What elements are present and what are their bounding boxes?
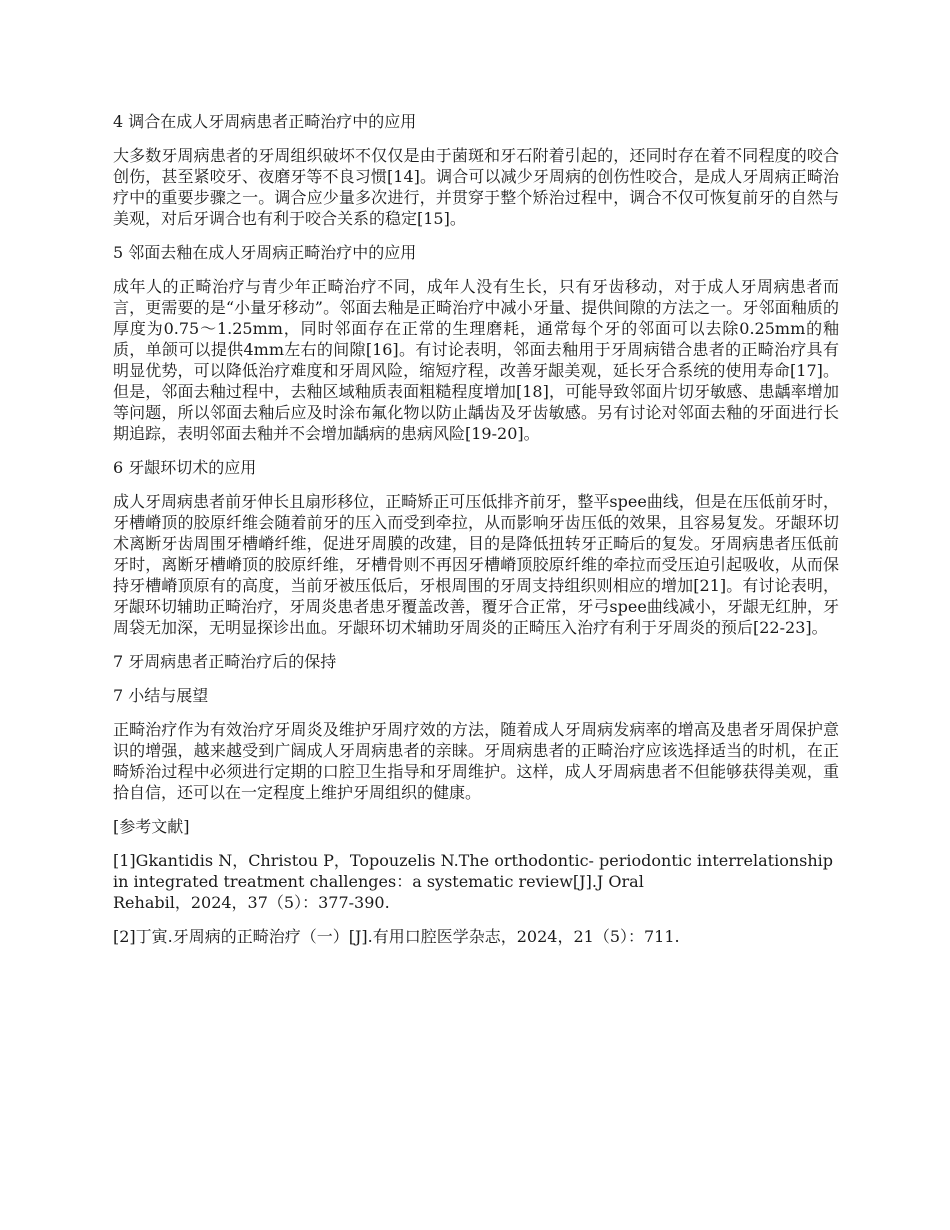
section-5-heading: 5 邻面去釉在成人牙周病正畸治疗中的应用 [113, 243, 417, 262]
section-5-body: 成年人的正畸治疗与青少年正畸治疗不同，成年人没有生长，只有牙齿移动，对于成人牙周病患者而言，更需要的是“小量牙移动”。邻面去釉是正畸治疗中减小牙量、提供间隙的方法之一。牙邻面釉质的厚度为0.75～1.25mm，同时邻面存在正常的生理磨耗，通常每个牙的邻面可以去除0.25mm的釉质，单颌可以提供4mm左右的间隙[16]。有讨论表明，邻面去釉用于牙周病错合患者的正畸治疗具有明显优势，可以降低治疗难度和牙周风险，缩短疗程，改善牙龈美观，延长牙合系统的使用寿命[17]。但是，邻面去釉过程中，去釉区域釉质表面粗糙程度增加[18]，可能导致邻面片切牙敏感、患龋率增加等问题，所以邻面去釉后应及时涂布氟化物以防止龋齿及牙齿敏感。另有讨论对邻面去釉的牙面进行长期追踪，表明邻面去釉并不会增加龋病的患病风险[19-20]。 [113, 277, 839, 443]
section-6-body: 成人牙周病患者前牙伸长且扇形移位，正畸矫正可压低排齐前牙，整平spee曲线，但是在压低前牙时，牙槽嵴顶的胶原纤维会随着前牙的压入而受到牵拉，从而影响牙齿压低的效果，且容易复发。牙龈环切术离断牙齿周围牙槽嵴纤维，促进牙周膜的改建，目的是降低扭转牙正畸后的复发。牙周病患者压低前牙时，离断牙槽嵴顶的胶原纤维，牙槽骨则不再因牙槽嵴顶胶原纤维的牵拉而受压迫引起吸收，从而保持牙槽嵴顶原有的高度，当前牙被压低后，牙根周围的牙周支持组织则相应的增加[21]。有讨论表明，牙龈环切辅助正畸治疗，牙周炎患者患牙覆盖改善，覆牙合正常，牙弓spee曲线减小，牙龈无红肿，牙周袋无加深，无明显探诊出血。牙龈环切术辅助牙周炎的正畸压入治疗有利于牙周炎的预后[22-23]。 [113, 492, 839, 637]
section-4-body: 大多数牙周病患者的牙周组织破坏不仅仅是由于菌斑和牙石附着引起的，还同时存在着不同程度的咬合创伤，甚至紧咬牙、夜磨牙等不良习惯[14]。调合可以减少牙周病的创伤性咬合，是成人牙周病正畸治疗中的重要步骤之一。调合应少量多次进行，并贯穿于整个矫治过程中，调合不仅可恢复前牙的自然与美观，对后牙调合也有利于咬合关系的稳定[15]。 [113, 146, 839, 228]
reference-item-1 [113, 850, 839, 913]
reference-1-line2: Rehabil，2024，37（5）：377-390. [113, 893, 390, 912]
document-page [113, 111, 839, 960]
summary-body: 正畸治疗作为有效治疗牙周炎及维护牙周疗效的方法，随着成人牙周病发病率的增高及患者牙周保护意识的增强，越来越受到广阔成人牙周病患者的亲睐。牙周病患者的正畸治疗应该选择适当的时机，在正畸矫治过程中必须进行定期的口腔卫生指导和牙周维护。这样，成人牙周病患者不但能够获得美观，重拾自信，还可以在一定程度上维护牙周组织的健康。 [113, 720, 839, 802]
section-6-heading: 6 牙龈环切术的应用 [113, 458, 257, 477]
section-7-heading: 7 牙周病患者正畸治疗后的保持 [113, 652, 337, 671]
reference-1-line1: [1]Gkantidis N，Christou P，Topouzelis N.The orthodontic- periodontic interrelationship in integrated treatment challenges：a systematic review[J].J Oral [113, 851, 834, 891]
reference-item-2 [113, 926, 839, 947]
summary-heading: 7 小结与展望 [113, 686, 209, 705]
references-title: [参考文献] [113, 817, 190, 836]
section-4-heading: 4 调合在成人牙周病患者正畸治疗中的应用 [113, 112, 417, 131]
reference-2-line1: [2]丁寅.牙周病的正畸治疗（一）[J].有用口腔医学杂志，2024，21（5）：711. [113, 927, 680, 946]
